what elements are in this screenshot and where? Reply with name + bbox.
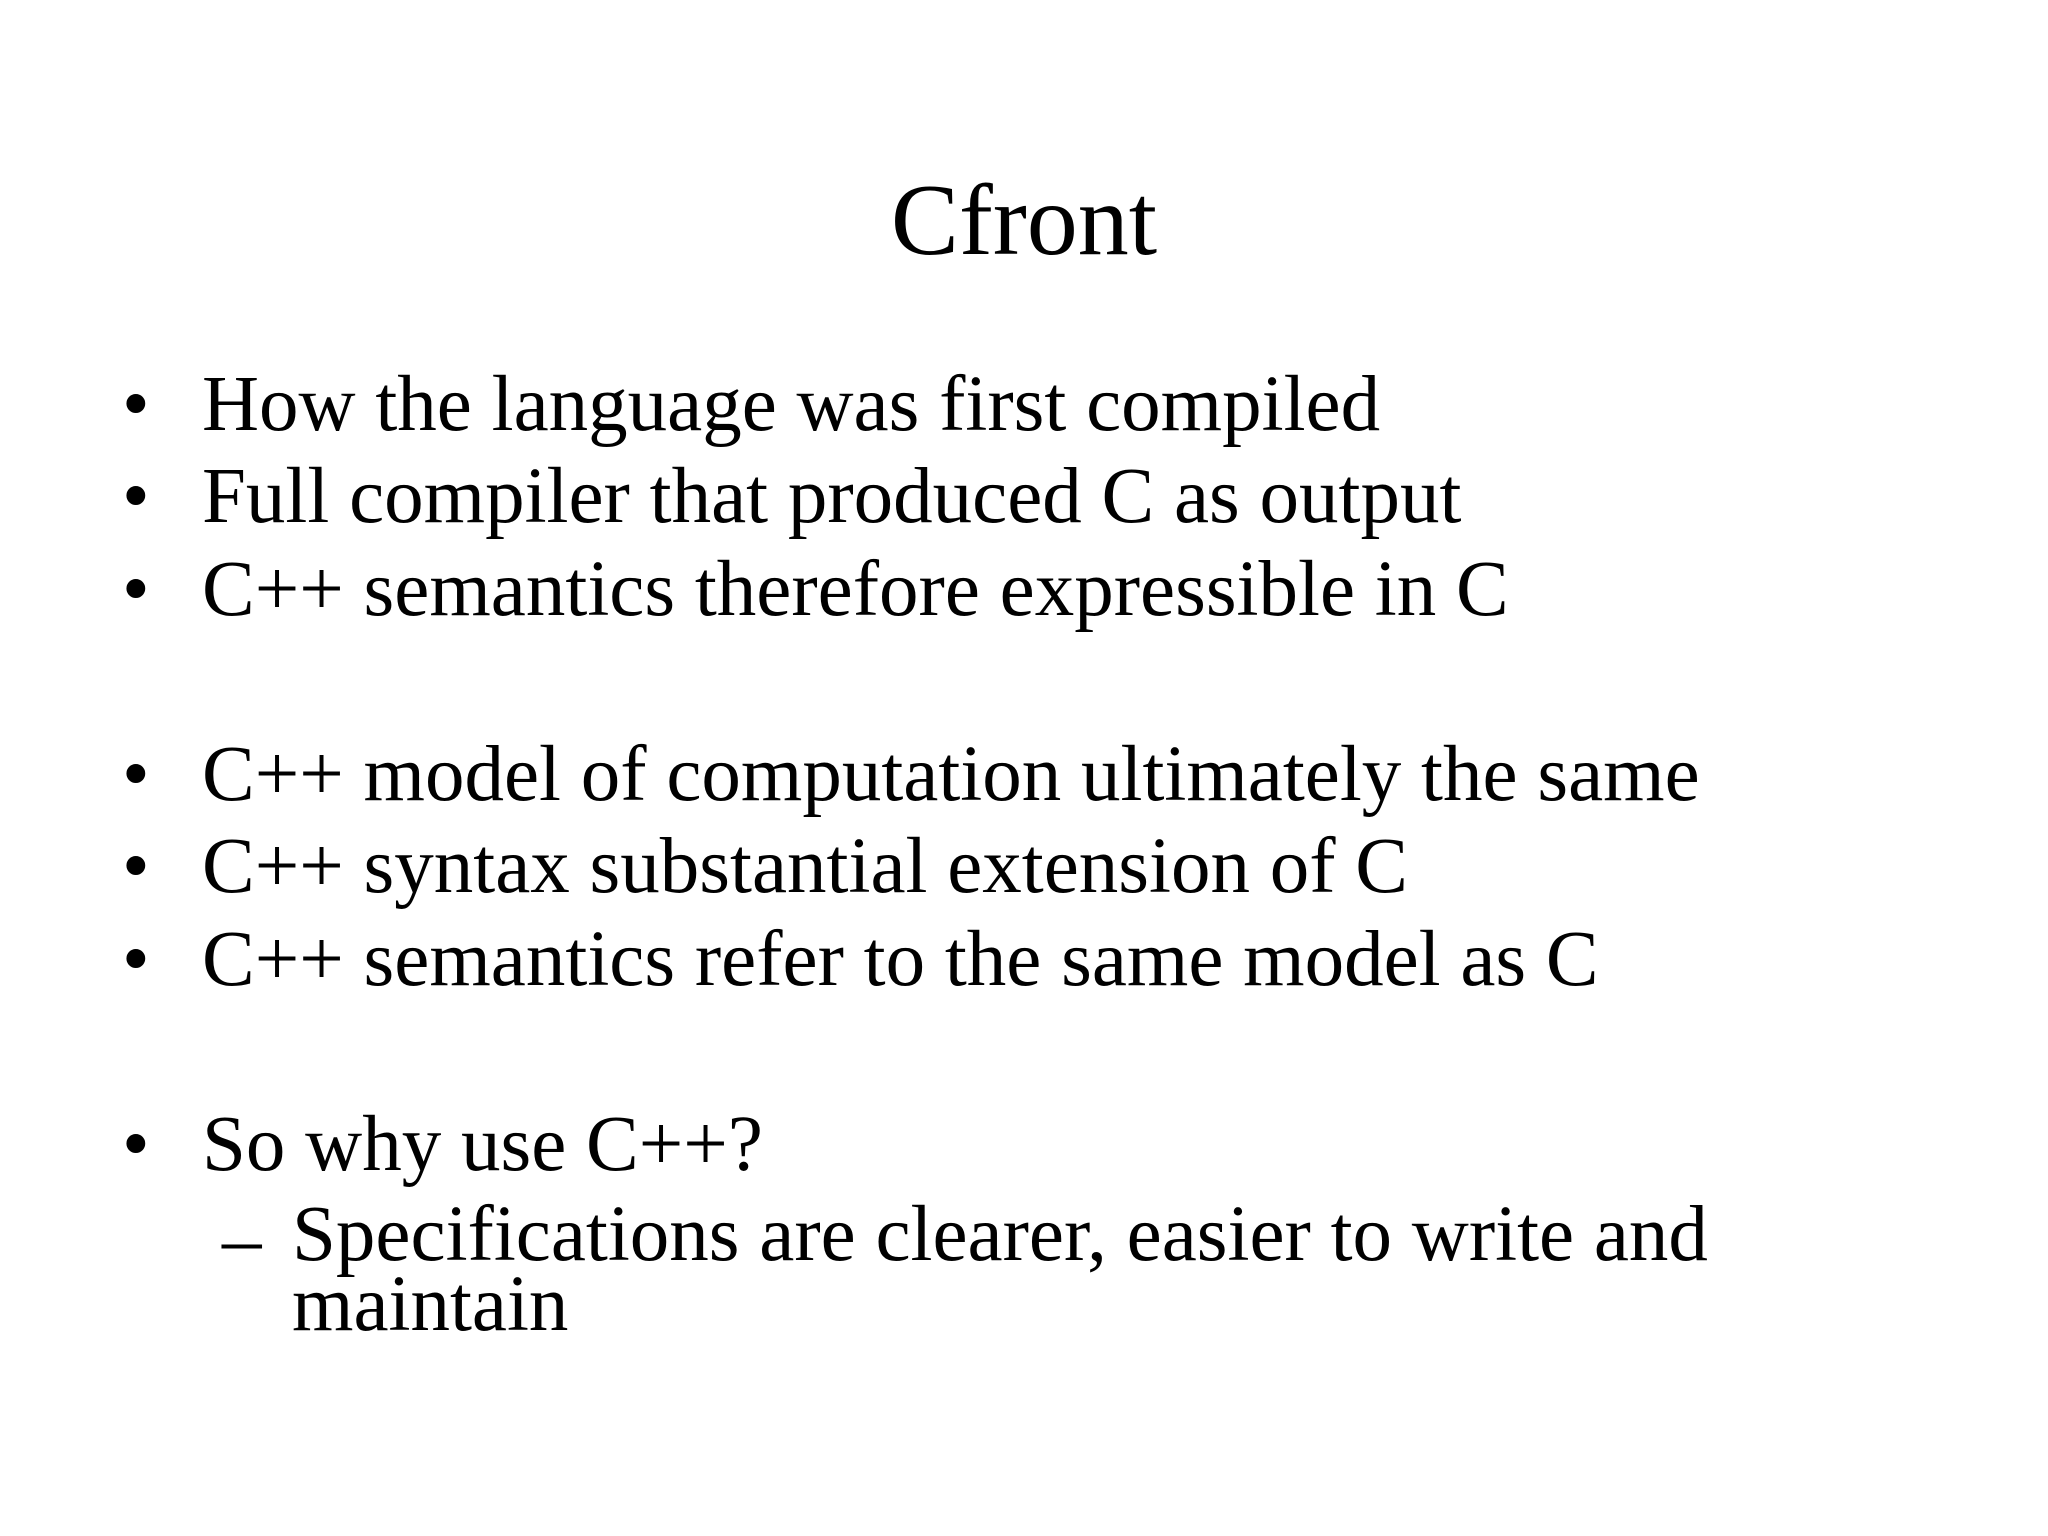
bullet-text: How the language was first compiled [202, 361, 1381, 448]
bullet-marker: • [122, 361, 150, 448]
bullet-text: C++ semantics therefore expressible in C [202, 546, 1509, 633]
bullet-marker: • [122, 1101, 150, 1188]
bullet-text: So why use C++? [202, 1101, 763, 1188]
sub-bullet-marker: – [222, 1196, 262, 1283]
bullet-text: C++ semantics refer to the same model as C [202, 916, 1599, 1003]
bullet-text: C++ syntax substantial extension of C [202, 823, 1408, 910]
bullet-marker: • [122, 453, 150, 540]
slide-title: Cfront [890, 164, 1158, 277]
bullet-marker: • [122, 916, 150, 1003]
bullet-text: C++ model of computation ultimately the same [202, 731, 1700, 818]
bullet-text: Full compiler that produced C as output [202, 453, 1462, 540]
bullet-marker: • [122, 731, 150, 818]
sub-bullet-text: Specifications are clearer, easier to write and maintain [292, 1191, 1708, 1348]
bullet-marker: • [122, 823, 150, 910]
bullet-marker: • [122, 546, 150, 633]
